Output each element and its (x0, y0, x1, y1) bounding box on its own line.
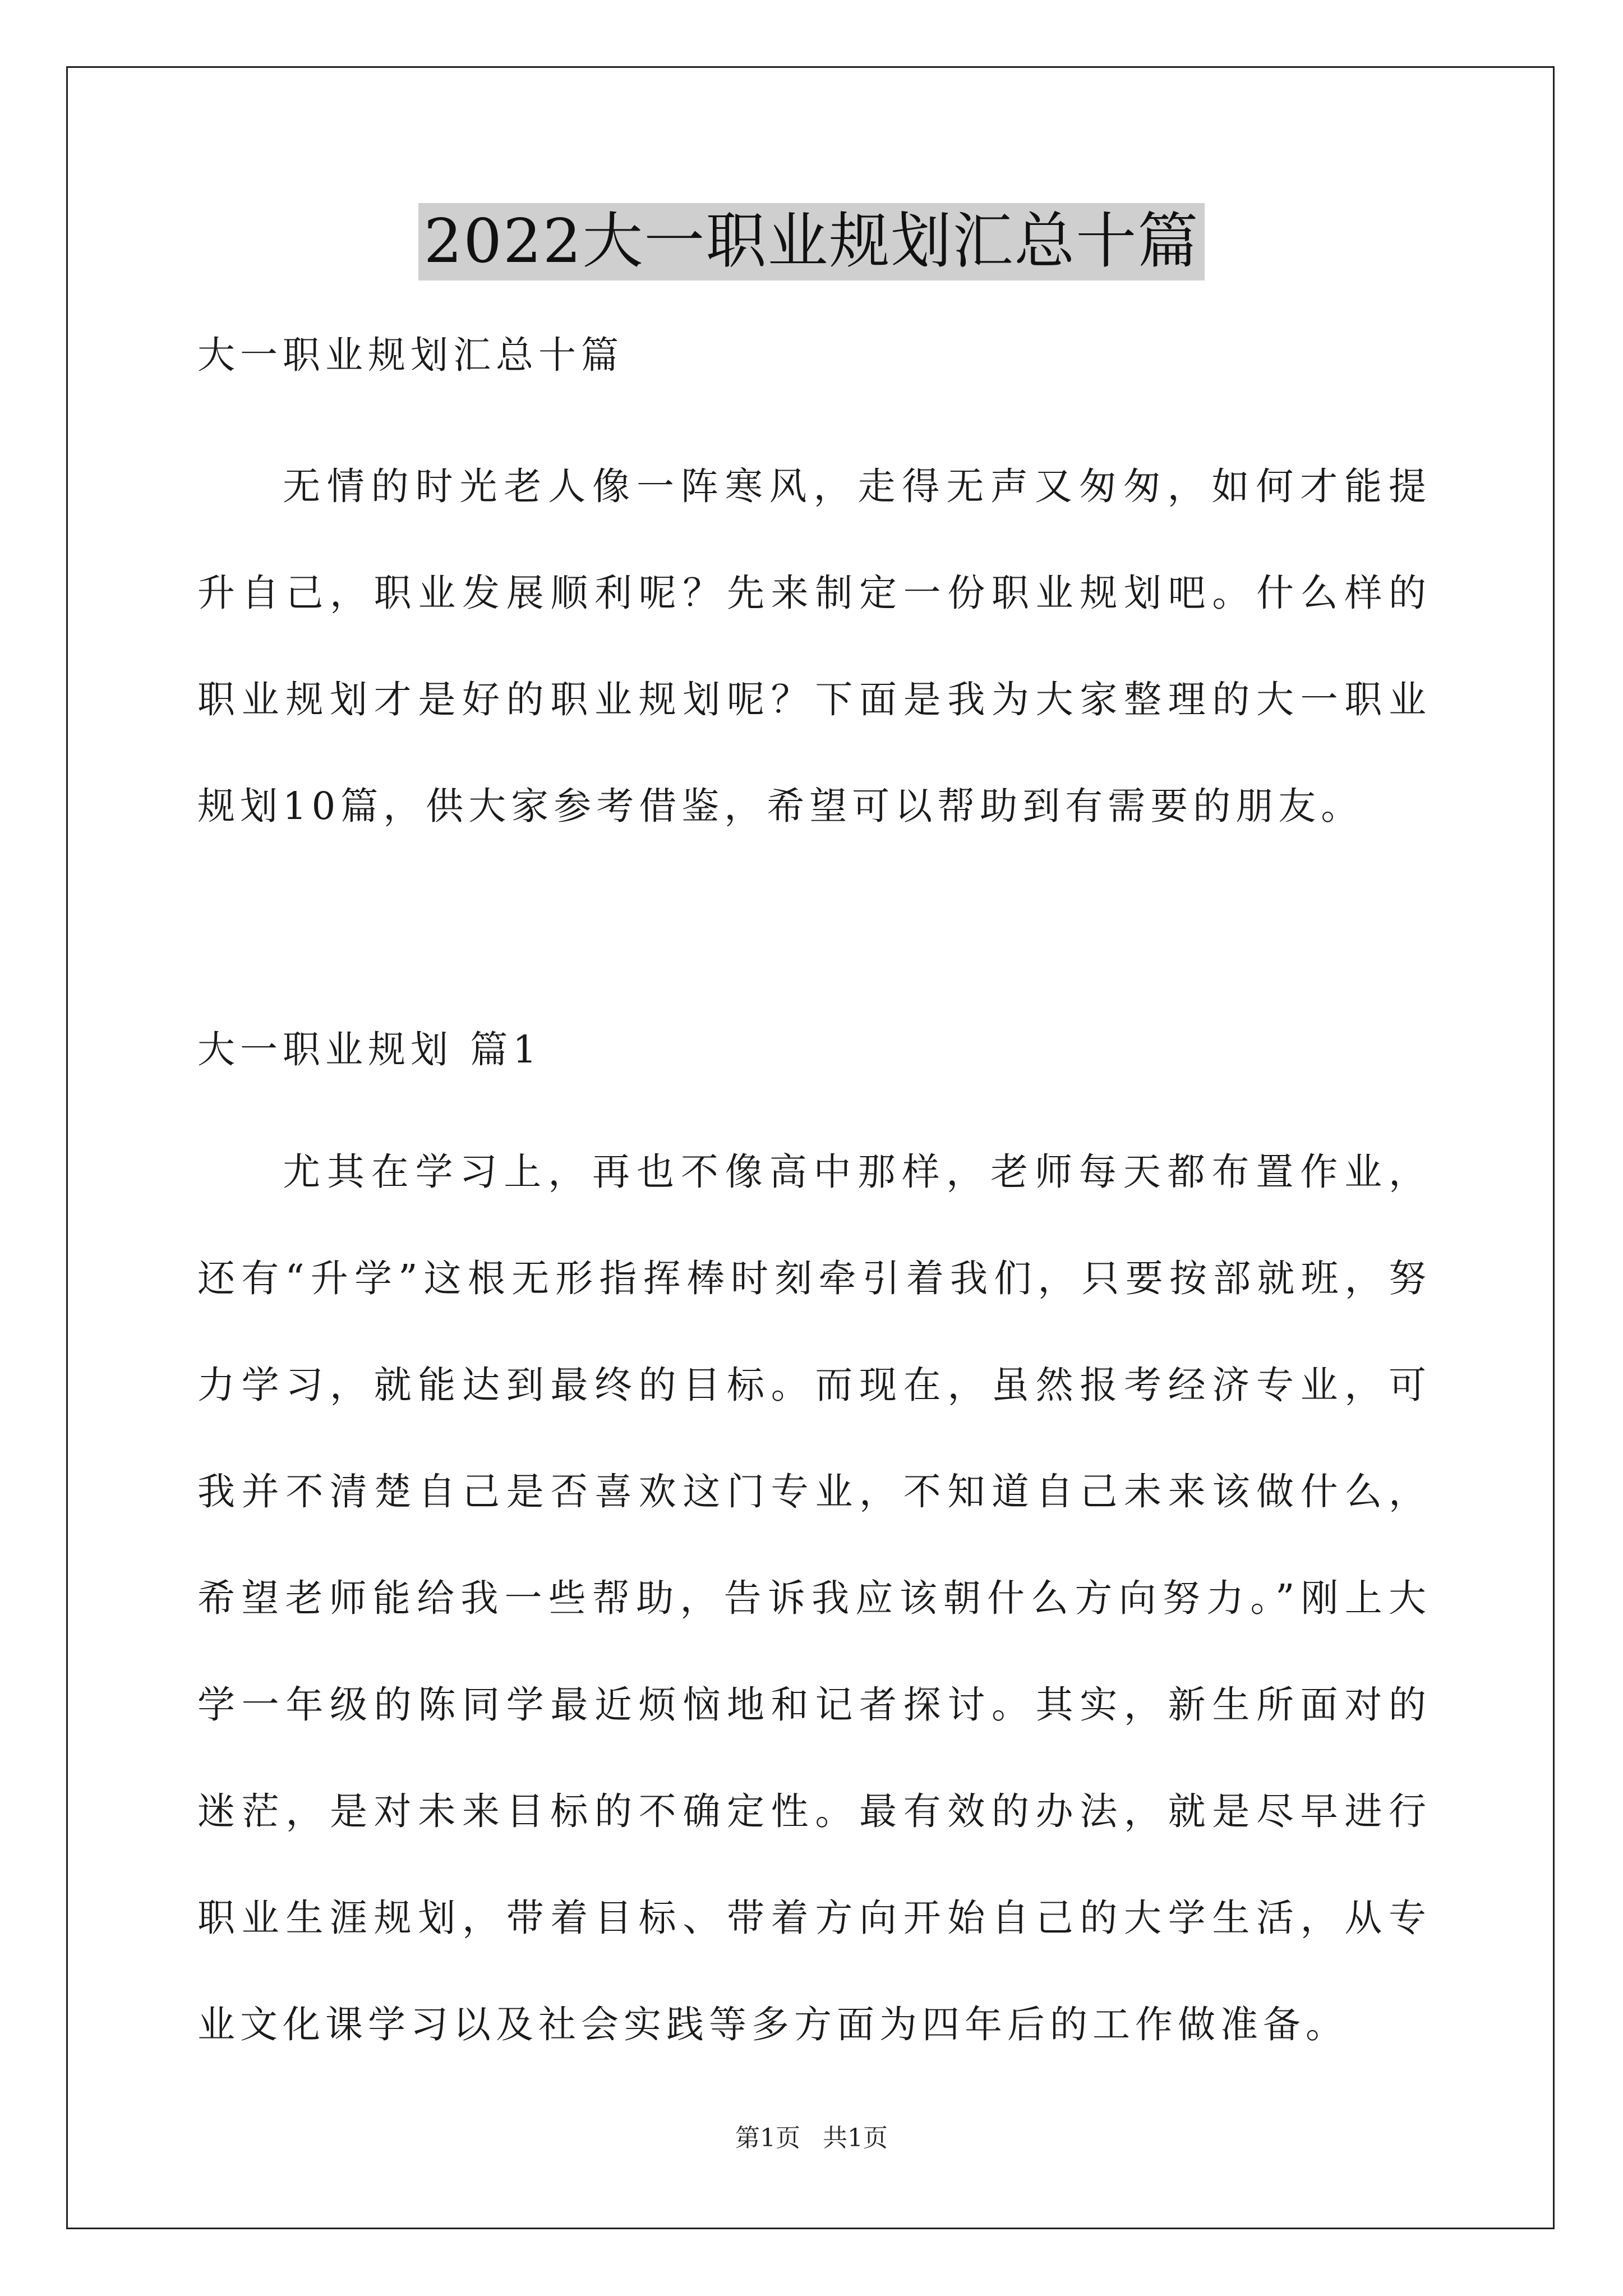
document-subtitle: 大一职业规划汇总十篇 (197, 333, 624, 377)
intro-paragraph: 无情的时光老人像一阵寒风，走得无声又匆匆，如何才能提升自己，职业发展顺利呢？先来制定一份职业规划吧。什么样的职业规划才是好的职业规划呢？下面是我为大家整理的大一职业规划10篇，供大家参考借鉴，希望可以帮助到有需要的朋友。 (197, 464, 1431, 828)
document-title: 2022大一职业规划汇总十篇 (418, 203, 1205, 280)
section-heading: 大一职业规划 篇1 (197, 1028, 542, 1071)
page-number: 第1页 (735, 2124, 800, 2152)
title-container (0, 203, 1623, 280)
page-footer (0, 2122, 1623, 2155)
section-paragraph: 尤其在学习上，再也不像高中那样，老师每天都布置作业，还有“升学”这根无形指挥棒时刻牵引着我们，只要按部就班，努力学习，就能达到最终的目标。而现在，虽然报考经济专业，可我并不清楚自己是否喜欢这门专业，不知道自己未来该做什么，希望老师能给我一些帮助，告诉我应该朝什么方向努力。”刚上大学一年级的陈同学最近烦恼地和记者探讨。其实，新生所面对的迷茫，是对未来目标的不确定性。最有效的办法，就是尽早进行职业生涯规划，带着目标、带着方向开始自己的大学生活，从专业文化课学习以及社会实践等多方面为四年后的工作做准备。 (197, 1150, 1431, 2046)
page-total: 共1页 (823, 2124, 888, 2152)
